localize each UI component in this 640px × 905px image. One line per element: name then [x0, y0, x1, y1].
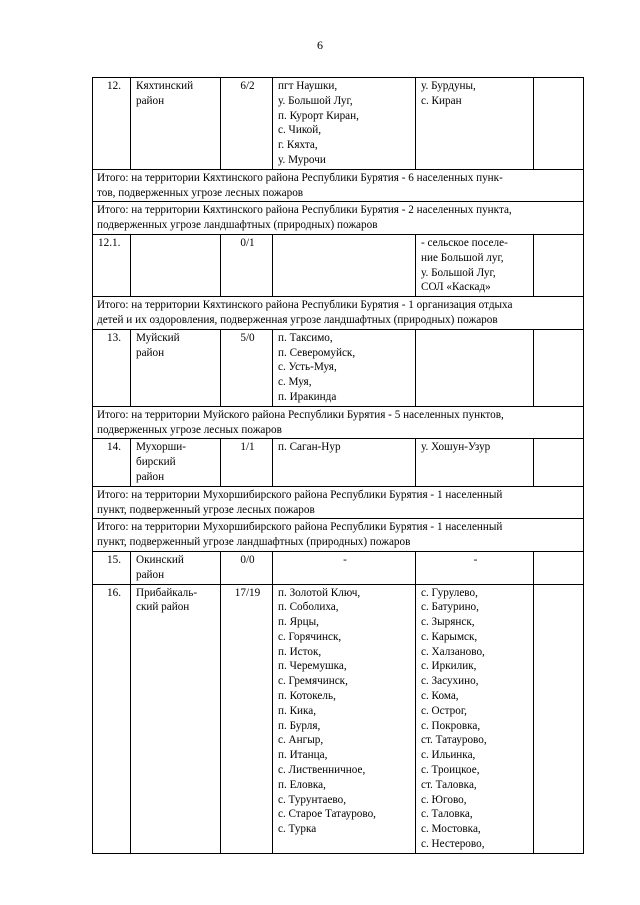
settlement: п. Таксимо,: [278, 331, 333, 344]
total-row: [93, 406, 584, 439]
total-line: тов, подверженных угрозе лесных пожаров: [97, 186, 304, 199]
settlement: с. Троицкое,: [421, 764, 480, 777]
landscape-settlements-cell: [416, 439, 534, 486]
total-line: пункт, подверженный угрозе ландшафтных (природных) пожаров: [97, 536, 411, 549]
district-line: Мухорши-: [136, 441, 186, 454]
settlement: у. Мурочи: [278, 153, 326, 166]
settlement: п. Бурля,: [278, 719, 321, 732]
row-number: 12.1.: [93, 234, 131, 296]
settlement: ст. Татаурово,: [421, 734, 487, 747]
count-cell: 6/2: [221, 78, 273, 170]
settlement: с. Лиственничное,: [278, 764, 366, 777]
total-text: [93, 169, 584, 202]
settlement: с. Карымск,: [421, 630, 478, 643]
settlement: с. Чикой,: [278, 124, 322, 137]
empty-cell: [534, 584, 584, 853]
settlement: п. Северомуйск,: [278, 346, 356, 359]
settlement: пгт Наушки,: [278, 80, 338, 92]
total-line: детей и их оздоровления, подверженная угрозе ландшафтных (природных) пожаров: [97, 313, 498, 326]
settlement: с. Кома,: [421, 690, 459, 703]
settlement: с. Зырянск,: [421, 616, 475, 629]
total-text: [93, 406, 584, 439]
district-line: ский район: [136, 601, 190, 614]
row-number: 15.: [93, 551, 131, 584]
district-line: район: [136, 470, 165, 483]
forest-settlements-cell: [273, 584, 416, 853]
settlement: с. Югово,: [421, 793, 467, 806]
empty-cell: [534, 439, 584, 486]
district-line: Прибайкаль-: [136, 586, 198, 599]
row-number: 13.: [93, 329, 131, 406]
settlement: ние Большой луг,: [421, 251, 504, 264]
settlement: с. Иркилик,: [421, 660, 477, 673]
district-cell: [131, 551, 221, 584]
settlement: г. Кяхта,: [278, 139, 318, 152]
count-cell: 17/19: [221, 584, 273, 853]
landscape-settlements-cell: [416, 329, 534, 406]
settlement: ст. Таловка,: [421, 778, 477, 791]
table-row: [93, 78, 584, 170]
landscape-settlements-cell: [416, 584, 534, 853]
settlement: с. Покровка,: [421, 719, 481, 732]
total-line: Итого: на территории Мухоршибирского района Республики Бурятия - 1 населенный: [97, 488, 503, 501]
table-row: [93, 234, 584, 296]
total-text: [93, 202, 584, 235]
settlement: у. Хошун-Узур: [421, 441, 491, 454]
settlement: с. Нестерово,: [421, 838, 485, 851]
row-number: 14.: [93, 439, 131, 486]
dash: -: [473, 553, 478, 566]
table-row: [93, 439, 584, 486]
district-cell: [131, 78, 221, 170]
row-number: 16.: [93, 584, 131, 853]
settlement: с. Батурино,: [421, 601, 479, 614]
district-cell: [131, 584, 221, 853]
district-line: Окинский: [136, 553, 184, 566]
settlement: с. Халзаново,: [421, 645, 485, 658]
district-line: Муйский: [136, 331, 180, 344]
district-line: Кяхтинский: [136, 80, 194, 92]
total-line: Итого: на территории Кяхтинского района Республики Бурятия - 6 населенных пунк-: [97, 171, 503, 184]
total-text: [93, 486, 584, 519]
empty-cell: [534, 551, 584, 584]
landscape-settlements-cell: [416, 234, 534, 296]
total-row: [93, 202, 584, 235]
settlement: с. Засухино,: [421, 675, 479, 688]
settlement: у. Большой Луг,: [278, 94, 353, 107]
settlement: п. Золотой Ключ,: [278, 586, 361, 599]
total-line: пункт, подверженный угрозе лесных пожаров: [97, 503, 315, 516]
settlement: с. Ангыр,: [278, 734, 324, 747]
count-cell: 0/1: [221, 234, 273, 296]
total-line: Итого: на территории Муйского района Республики Бурятия - 5 населенных пунктов,: [97, 408, 504, 421]
settlement: с. Горячинск,: [278, 630, 342, 643]
forest-settlements-cell: [273, 551, 416, 584]
dash: -: [343, 553, 347, 566]
empty-cell: [534, 234, 584, 296]
settlement: п. Итанца,: [278, 749, 328, 762]
settlement: п. Саган-Нур: [278, 441, 341, 454]
settlement: с. Старое Татаурово,: [278, 808, 376, 821]
settlement: СОЛ «Каскад»: [421, 281, 491, 294]
empty-cell: [534, 329, 584, 406]
settlement: п. Ярцы,: [278, 616, 319, 629]
empty-cell: [534, 78, 584, 170]
count-cell: 5/0: [221, 329, 273, 406]
table-row: [93, 329, 584, 406]
total-line: подверженных угрозе ландшафтных (природных) пожаров: [97, 219, 378, 232]
district-cell: [131, 234, 221, 296]
district-line: район: [136, 346, 165, 359]
count-cell: 1/1: [221, 439, 273, 486]
total-line: подверженных угрозе лесных пожаров: [97, 423, 282, 436]
total-line: Итого: на территории Мухоршибирского района Республики Бурятия - 1 населенный: [97, 521, 503, 534]
settlement: с. Гурулево,: [421, 586, 478, 599]
district-line: район: [136, 568, 165, 581]
count-cell: 0/0: [221, 551, 273, 584]
landscape-settlements-cell: [416, 78, 534, 170]
settlement: с. Гремячинск,: [278, 675, 348, 688]
settlement: у. Бурдуны,: [421, 80, 476, 92]
settlement: п. Котокель,: [278, 690, 336, 703]
settlement: с. Усть-Муя,: [278, 361, 337, 374]
table-row: [93, 584, 584, 853]
total-row: [93, 519, 584, 552]
settlement: п. Кика,: [278, 704, 317, 717]
settlement: п. Черемушка,: [278, 660, 347, 673]
forest-settlements-cell: [273, 329, 416, 406]
settlement: у. Большой Луг,: [421, 266, 496, 279]
settlement: с. Ильинка,: [421, 749, 476, 762]
settlement: п. Исток,: [278, 645, 322, 658]
district-cell: [131, 439, 221, 486]
total-row: [93, 297, 584, 330]
settlement: п. Курорт Киран,: [278, 109, 359, 122]
settlement: с. Муя,: [278, 376, 312, 389]
settlement: с. Киран: [421, 94, 462, 107]
table-row: [93, 551, 584, 584]
forest-settlements-cell: [273, 439, 416, 486]
district-line: бирский: [136, 456, 176, 469]
district-cell: [131, 329, 221, 406]
forest-settlements-cell: [273, 234, 416, 296]
forest-settlements-cell: [273, 78, 416, 170]
total-line: Итого: на территории Кяхтинского района Республики Бурятия - 1 организация отдыха: [97, 299, 513, 312]
settlement: п. Еловка,: [278, 778, 326, 791]
row-number: 12.: [93, 78, 131, 170]
total-row: [93, 486, 584, 519]
settlements-table: [92, 77, 584, 854]
settlement: п. Соболиха,: [278, 601, 339, 614]
total-text: [93, 519, 584, 552]
settlement: с. Турка: [278, 823, 317, 836]
district-line: район: [136, 94, 165, 107]
total-line: Итого: на территории Кяхтинского района Республики Бурятия - 2 населенных пункта,: [97, 204, 512, 217]
total-text: [93, 297, 584, 330]
settlement: - сельское поселе-: [421, 236, 508, 249]
settlement: с. Таловка,: [421, 808, 473, 821]
page-number: 6: [317, 38, 323, 52]
total-row: [93, 169, 584, 202]
settlement: с. Турунтаево,: [278, 793, 347, 806]
settlement: с. Мостовка,: [421, 823, 481, 836]
landscape-settlements-cell: [416, 551, 534, 584]
settlement: п. Иракинда: [278, 390, 337, 403]
settlement: с. Острог,: [421, 704, 467, 717]
